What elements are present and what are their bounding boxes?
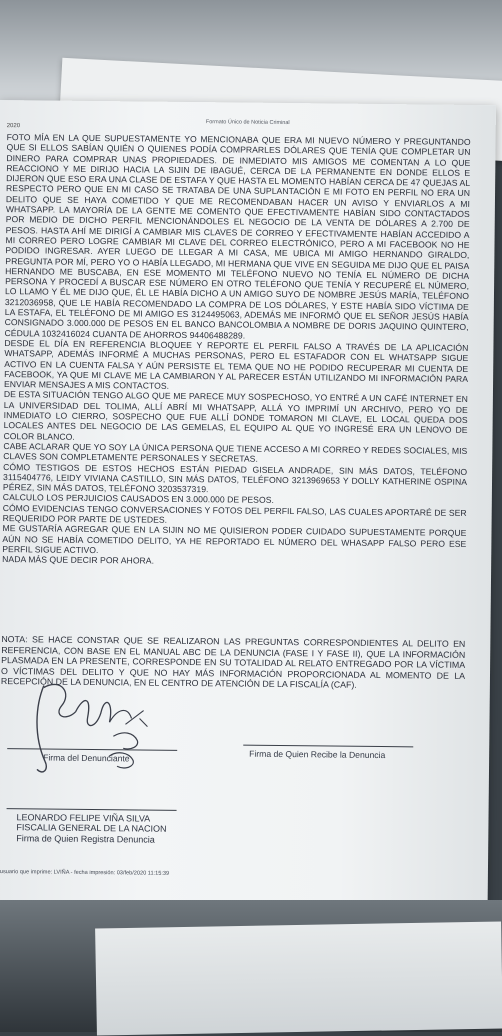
paragraph: CABE ACLARAR QUE YO SOY LA ÚNICA PERSONA QUE TIENE ACCESO A MI CORREO Y REDES SOCIALES, MIS CLAVES SON COMPLETAMENTE PERSONALES Y SECRETAS.: [3, 440, 468, 464]
official-entity: FISCALIA GENERAL DE LA NACION: [16, 822, 167, 835]
under-sheet: [95, 921, 502, 1035]
signature-line-official: [7, 808, 177, 811]
paragraph: FOTO MÍA EN LA QUE SUPUESTAMENTE YO MENCIONABA QUE ERA MI NUEVO NÚMERO Y PREGUNTANDO QUE SI ELLOS SABÍAN QUIÉN O QUIENES PODÍA COMPRARLES DÓLARES QUE TENÍA QUE COMPLETAR UN DINERO PARA COMPRAR UNAS PROPIEDADES. DE INMEDIATO MIS AMIGOS ME COMENTAN A LO QUE REACCIONO Y ME DIRIJO HACIA LA SIJIN DE IBAGUÉ, CERCA DE LA PERMANENTE EN DONDE ELLOS E DIJERON QUE ESO ERA UNA CLASE DE ESTAFA Y QUE HASTA EL MOMENTO HABÍAN CERCA DE 47 QUEJAS AL RESPECTO PERO QUE EN MI CASO SE TRATABA DE UNA SUPLANTACIÓN E MI FOTO EN PERFIL NO ERA UN DELITO QUE SE HAYA COMETIDO Y QUE ME RECOMENDABAN HACER UN AVISO Y ENVIARLOS A MI WHATSAPP. LA MAYORÍA DE LA GENTE ME COMENTO QUE EFECTIVAMENTE HABÍAN SIDO CONTACTADOS POR MEDIO DE DICHO PERFIL MENCIONÁNDOLES EL NEGOCIO DE LA VENTA DE DÓLARES A 2.700 DE PESOS. HASTA AHÍ ME DIRIGÍ A CAMBIAR MIS CLAVES DE CORREO Y EFECTIVAMENTE HABÍAN ACCEDIDO A MI CORREO PERO LOGRE CAMBIAR MI CLAVE DEL CORREO ELECTRÓNICO, PERO A MI FACEBOOK NO HE PODIDO INGRESAR. AYER LUEGO DE LLEGAR A MI CASA, ME UBICA MI AMIGO HERNANDO GIRALDO, PREGUNTA POR MÍ, PERO YO O HABÍA LLEGADO, MI HERMANA QUE VIVE EN SEGUIDA ME DIJO QUE EL PAISA HERNANDO ME BUSCABA, EN ESE MOMENTO MI TELÉFONO NUEVO NO TENÍA EL NÚMERO DE DICHA PERSONA Y PROCEDÍ A BUSCAR ESE NÚMERO EN OTRO TELÉFONO QUE TENÍA Y RECUPERÉ EL NÚMERO, LO LLAMO Y ÉL ME DIJO QUE, ÉL LE HABÍA DICHO A UN AMIGO SUYO DE NOMBRE JESÚS MARÍA, TELÉFONO 3212036958, QUE LE HABÍA RECOMENDADO LA COMPRA DE LOS DÓLARES, Y ESTE HABÍA SIDO VÍCTIMA DE LA ESTAFA, EL TELÉFONO DE MI AMIGO ES 3124495063, ADEMÁS ME INFORMÓ QUE EL SEÑOR JESÚS HABÍA CONSIGNADO 3.000.000 DE PESOS EN EL BANCO BANCOLOMBIA A NOMBRE DE DORIS JAQUINO QUINTERO, CÉDULA 1032416024 CUANTA DE AHORROS 94406488289.: [4, 132, 471, 341]
paragraph: ME GUSTARÍA AGREGAR QUE EN LA SIJIN NO ME QUISIERON PODER CUIDADO SUPUESTAMENTE PORQUE AÚN NO SE HABÍA COMETIDO DELITO, YA HE REPORTADO EL NÚMERO DEL WHASAPP FALSO PERO ESE PERFIL SIGUE ACTIVO.: [2, 523, 467, 555]
signature-label-denunciante: Firma del Denunciante: [43, 752, 130, 764]
statement-body: [2, 132, 471, 569]
paragraph: NADA MÁS QUE DECIR POR AHORA.: [2, 554, 155, 566]
year-fragment: 2020: [6, 123, 21, 130]
signature-label-receptor: Firma de Quien Recibe la Denuncia: [249, 748, 386, 761]
paragraph: CÓMO EVIDENCIAS TENGO CONVERSACIONES Y FOTOS DEL PERFIL FALSO, LAS CUALES APORTARÉ DE SER REQUERIDO POR PARTE DE USTEDES.: [2, 502, 467, 525]
official-name: LEONARDO FELIPE VIÑA SILVA: [16, 812, 151, 824]
paragraph: CÓMO TESTIGOS DE ESTOS HECHOS ESTÁN PIEDAD GISELA ANDRADE, SIN MÁS DATOS, TELÉFONO 3115404776, LEIDY VIVIANA CASTILLO, SIN MÁS DATOS, TELÉFONO 3213969653 Y DOLLY KATHERINE OSPINA PÉREZ, SIN MÁS DATOS, TELÉFONO 3203537319.: [2, 461, 468, 495]
handwritten-signature: [13, 665, 164, 787]
paragraph: CALCULO LOS PERJUICIOS CAUSADOS EN 3.000.000 DE PESOS.: [2, 492, 275, 506]
signature-line-receptor: [243, 745, 413, 748]
paragraph: DE ESTA SITUACIÓN TENGO ALGO QUE ME PARECE MUY SOSPECHOSO, YO ENTRÉ A UN CAFÉ INTERNET EN LA UNIVERSIDAD DEL TOLIMA, ALLÍ ABRÍ MI WHATSAPP, ALLÁ YO IMPRIMÍ UN ARCHIVO, PERO YO DE INMEDIATO LO CIERRO, SOSPECHO QUE FUE ALLÍ DONDE TOMARON MI CLAVE, EL LOCAL QUEDA DOS LOCALES ANTES DEL NEGOCIO DE LAS GEMELAS, EL EQUIPO AL QUE YO INGRESÉ ERA UN LENOVO DE COLOR BLANCO.: [3, 389, 468, 442]
print-info: usuario que imprime: LVIÑA - fecha impresión: 03/feb/2020 11:15:39: [0, 869, 170, 877]
document-sheet: [0, 100, 496, 945]
paragraph: DESDE EL DÍA EN REFERENCIA BLOQUEE Y REPORTE EL PERFIL FALSO A TRAVÉS DE LA APLICACIÓN WHATSAPP, ADEMÁS INFORMÉ A MUCHAS PERSONAS, PERO EL ESTAFADOR CON EL WHATSAPP SIGUE ACTIVO EN LA CUENTA FALSA Y AÚN PERSISTE EL TEMA QUE NO HE PODIDO RECUPERAR MI CUENTA DE FACEBOOK, YA QUE MI CLAVE ME LA CAMBIARON Y AL PARECER ESTÁN UTILIZANDO MI INFORMACIÓN PARA ENVIAR MENSAJES A MIS CONTACTOS.: [3, 337, 469, 391]
official-role: Firma de Quien Registra Denuncia: [16, 833, 155, 845]
nota-paragraph: NOTA: SE HACE CONSTAR QUE SE REALIZARON LAS PREGUNTAS CORRESPONDIENTES AL DELITO EN REFERENCIA, CON BASE EN EL MANUAL ABC DE LA DENUNCIA (FASE I Y FASE II), QUE LA INFORMACIÓN PLASMADA EN LA PRESENTE, CORRESPONDE EN SU TOTALIDAD AL RELATO ENTREGADO POR LA VÍCTIMA O VÍCTIMAS DEL DELITO Y QUE NO HAY MÁS INFORMACIÓN PROPORCIONADA AL MOMENTO DE LA RECEPCIÓN DE LA DENUNCIA, EN EL CENTRO DE ATENCIÓN DE LA FISCALÍA (CAF).: [0, 634, 466, 691]
form-title: Formato Único de Noticia Criminal: [205, 119, 290, 127]
official-block: [16, 812, 167, 845]
